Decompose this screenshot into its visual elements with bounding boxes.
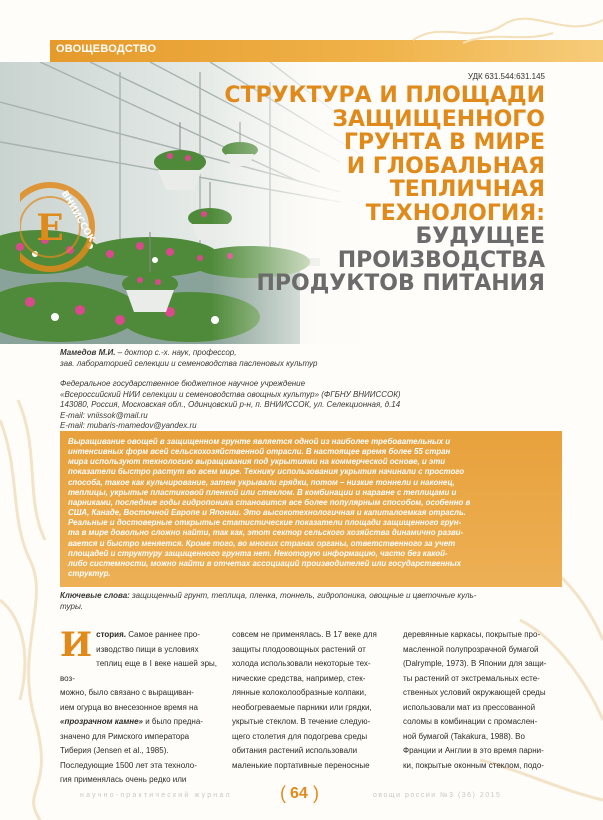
header-ornament bbox=[403, 15, 603, 45]
body-line: ием огурца во внесезонное время на bbox=[60, 702, 198, 712]
body-line: обитания растений использовали bbox=[232, 746, 358, 755]
body-line: масленной полупрозрачной бумагой bbox=[403, 644, 539, 654]
body-line: совсем не применялась. В 17 веке для bbox=[232, 630, 377, 639]
keywords bbox=[60, 591, 565, 612]
abstract-line: либо системности, можно найти в отчетах ассоциаций производителей или государственных bbox=[68, 558, 462, 568]
body-line: ты растений от экстремальных есте- bbox=[403, 673, 540, 683]
affiliation-line: «Всероссийский НИИ селекции и семеноводства овощных культур» (ФГБНУ ВНИИССОК) bbox=[60, 389, 401, 399]
abstract-line: США, Канаде, Восточной Европе и Японии. Это высокотехнологичная и капиталоемкая отрасль. bbox=[68, 508, 466, 518]
email-line[interactable]: E-mail: vniissok@mail.ru bbox=[60, 410, 148, 420]
body-line: и было предна- bbox=[143, 717, 203, 726]
affiliation-line: Федеральное государственное бюджетное научное учреждение bbox=[60, 379, 306, 388]
title-line: ТЕПЛИЧНАЯ bbox=[389, 177, 545, 202]
title-line: И ГЛОБАЛЬНАЯ bbox=[346, 153, 545, 179]
author-name: Мамедов М.И. bbox=[60, 348, 116, 357]
title-line: ТЕХНОЛОГИЯ: bbox=[365, 200, 545, 226]
body-line: можно, было связано с выращиван- bbox=[60, 688, 194, 697]
keywords-label: Ключевые слова: bbox=[60, 591, 130, 600]
body-line: гия применялась очень редко или bbox=[60, 775, 187, 784]
page-bracket-left: ( bbox=[280, 783, 286, 803]
body-line: (Dalrymple, 1973). В Японии для защи- bbox=[403, 659, 547, 668]
abstract-line: мира используют технологию выращивания под укрытиями на коммерческой основе, и эти bbox=[68, 457, 446, 467]
abstract-line: площадей и структуру защищенного грунта нет. Некоторую информацию, часто без какой- bbox=[68, 548, 448, 558]
body-line: ной бумагой (Takakura, 1988). Во bbox=[403, 731, 525, 741]
journal-issue: овощи россии №3 (36) 2015 bbox=[373, 792, 502, 799]
abstract-line: структур. bbox=[68, 569, 111, 579]
subtitle-line: БУДУЩЕЕ bbox=[415, 224, 545, 249]
abstract-box bbox=[60, 431, 562, 587]
abstract-text bbox=[68, 437, 554, 579]
institute-stamp bbox=[20, 172, 100, 302]
body-line: укрытые стеклом. В течение следую- bbox=[232, 717, 371, 726]
keywords-list: защищенный грунт, теплица, пленка, тоннель, гидропоника, овощные и цветочные куль- bbox=[129, 591, 477, 600]
body-column-1 bbox=[60, 625, 217, 788]
body-line: теплиц еще в I веке нашей эры, воз- bbox=[60, 659, 217, 683]
lead-word: стория. bbox=[96, 630, 126, 639]
abstract-line: та в мире довольно сложно найти, так как, этот сектор сельского хозяйства динамично разви- bbox=[68, 528, 464, 538]
abstract-line: интенсивных форм всей сельскохозяйственной отрасли. В настоящее время более 55 стран bbox=[68, 447, 451, 457]
subtitle-line: ПРОИЗВОДСТВА bbox=[337, 247, 545, 273]
body-line: защиты плодоовощных растений от bbox=[232, 644, 366, 654]
abstract-line: вается и быстро меняется. Кроме того, во многих странах органы, ответственного за учет bbox=[68, 538, 456, 548]
body-line: соломы в комбинации с промаслен- bbox=[403, 717, 538, 726]
page-footer bbox=[0, 775, 603, 815]
body-line: значено для Римского императора bbox=[60, 731, 190, 741]
body-column-2 bbox=[232, 628, 389, 773]
body-line: деревянные каркасы, покрытые про- bbox=[403, 630, 541, 639]
affiliation-line: 143080, Россия, Московская обл., Одинцовский р-н, п. ВНИИССОК, ул. Селекционная, д.14 bbox=[60, 400, 401, 409]
stamp-text: ВНИИССОК bbox=[58, 189, 97, 245]
emphasis: «прозрачном камне» bbox=[60, 717, 143, 726]
title-line: ГРУНТА В МИРЕ bbox=[343, 130, 545, 155]
abstract-line: Реальные и достоверные открытые статистические показатели площади защищенного грун- bbox=[68, 518, 462, 528]
email-line[interactable]: E-mail: mubaris-mamedov@yandex.ru bbox=[60, 421, 197, 430]
body-line: Тиберия (Jensen et al., 1985). bbox=[60, 746, 169, 755]
affiliation bbox=[60, 379, 560, 432]
body-line: нические средства, например, стек- bbox=[232, 673, 366, 683]
title-line: ЗАЩИЩЕННОГО bbox=[332, 106, 545, 132]
body-line: Самое раннее про- bbox=[125, 630, 200, 639]
body-line: использовали мат из прессованной bbox=[403, 702, 536, 712]
body-line: Франции и Англии в это время парни- bbox=[403, 746, 544, 755]
abstract-line: Выращивание овощей в защищенном грунте является одной из наиболее требовательных и bbox=[68, 437, 451, 446]
keywords-list-cont: туры. bbox=[60, 601, 84, 611]
stamp-letter: Е bbox=[36, 207, 64, 249]
body-line: холода использовали некоторые тех- bbox=[232, 659, 371, 668]
article-title bbox=[215, 84, 545, 296]
abstract-line: способа, такое как кульчирование, затем укрывали грядки, потом – низкие тоннели и наконец, bbox=[68, 477, 455, 487]
subtitle-line: ПРОДУКТОВ ПИТАНИЯ bbox=[256, 271, 545, 296]
body-line: Последующие 1500 лет эта техноло- bbox=[60, 760, 197, 770]
udc-code: УДК 631.544:631.145 bbox=[467, 72, 545, 81]
section-label: ОВОЩЕВОДСТВО bbox=[56, 43, 157, 55]
body-line: маленькие портативные переносные bbox=[232, 760, 370, 770]
abstract-line: показатели быстро растут во всем мире. Технику использования укрытия начинали с простого bbox=[68, 467, 465, 477]
abstract-line: парниками, последние годы гидропоника становится все более популярным способом, особенно в bbox=[68, 497, 471, 507]
body-line: изводство пищи в условиях bbox=[96, 644, 199, 654]
journal-type: научно-практический журнал bbox=[80, 792, 232, 799]
abstract-line: теплицы, укрытые пластиковой пленкой или стеклом. В комбинации и наравне с теплицами и bbox=[68, 487, 457, 497]
body-column-3 bbox=[403, 628, 560, 773]
page-bracket-right: ) bbox=[313, 783, 319, 803]
author-position: зав. лабораторией селекции и семеноводства пасленовых культур bbox=[60, 358, 318, 368]
author-degree: – доктор с.-х. наук, профессор, bbox=[115, 348, 237, 357]
body-line: лянные колоколообразные колпаки, bbox=[232, 688, 367, 697]
body-line: ственных условий окружающей среды bbox=[403, 688, 546, 697]
body-line: щего столетия для подогрева среды bbox=[232, 731, 368, 741]
title-line: СТРУКТУРА И ПЛОЩАДИ bbox=[224, 83, 545, 108]
body-line: ки, покрытые оконным стеклом, подо- bbox=[403, 760, 544, 770]
body-line: необогреваемые парники или грядки, bbox=[232, 702, 372, 712]
page-number: 64 bbox=[290, 785, 308, 802]
author-info bbox=[60, 348, 560, 369]
drop-cap: И bbox=[60, 625, 93, 665]
